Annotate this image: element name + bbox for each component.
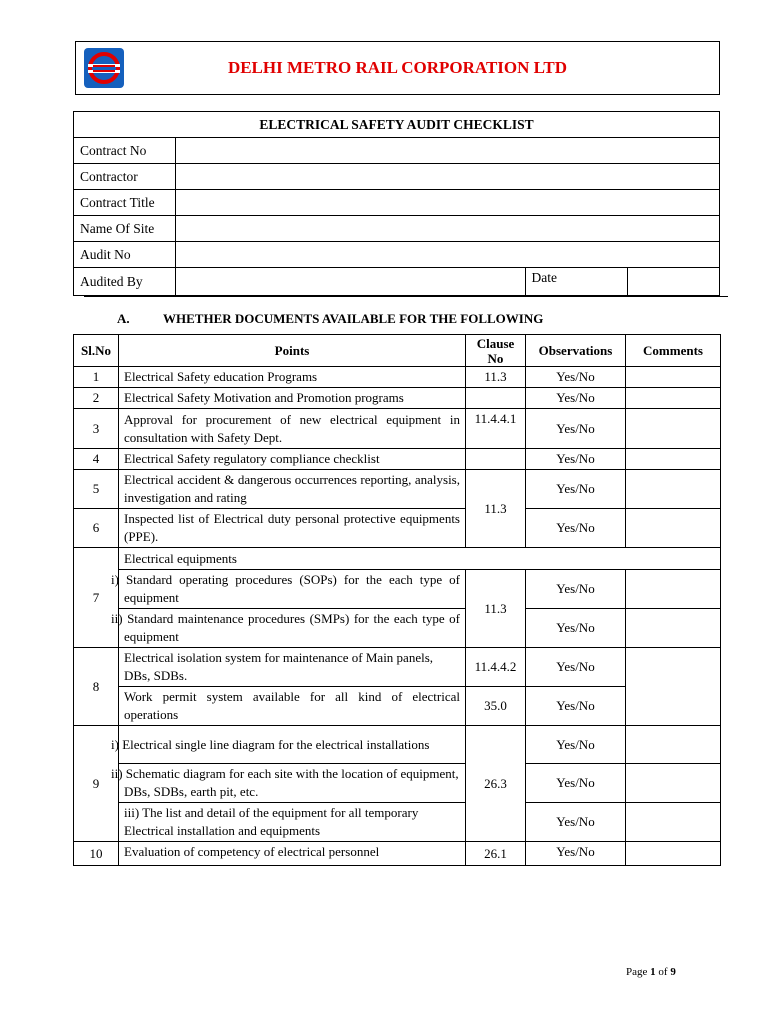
row-comment-cell[interactable] bbox=[626, 842, 721, 866]
row-point: iii) The list and detail of the equipment for all temporary Electrical installation and equipments bbox=[119, 803, 466, 842]
row-observation[interactable]: Yes/No bbox=[526, 367, 626, 388]
row-clause: 11.4.4.2 bbox=[466, 648, 526, 687]
audited-by-label: Audited By bbox=[74, 268, 175, 296]
row-observation[interactable]: Yes/No bbox=[526, 648, 626, 687]
table-row bbox=[74, 609, 721, 648]
page-number: 1 bbox=[650, 966, 656, 978]
row-point: Approval for procurement of new electrical equipment in consultation with Safety Dept. bbox=[119, 409, 466, 449]
col-header-clause: Clause No bbox=[466, 335, 526, 367]
site-name-field[interactable] bbox=[175, 216, 719, 242]
contractor-label: Contractor bbox=[74, 164, 175, 190]
row-comment-cell[interactable] bbox=[626, 609, 721, 648]
row-observation[interactable]: Yes/No bbox=[526, 609, 626, 648]
table-row bbox=[74, 449, 721, 470]
row-slno: 5 bbox=[74, 470, 119, 509]
table-row bbox=[74, 842, 721, 866]
table-row bbox=[74, 470, 721, 509]
col-header-comments: Comments bbox=[626, 335, 721, 367]
row-point: Electrical Safety education Programs bbox=[119, 367, 466, 388]
checklist-table bbox=[73, 334, 721, 866]
row-observation[interactable]: Yes/No bbox=[526, 726, 626, 764]
page-total: 9 bbox=[670, 966, 676, 978]
row-observation[interactable]: Yes/No bbox=[526, 570, 626, 609]
row-clause-empty bbox=[466, 388, 526, 409]
audit-no-label: Audit No bbox=[74, 242, 175, 268]
section-title: WHETHER DOCUMENTS AVAILABLE FOR THE FOLLOWING bbox=[163, 311, 544, 326]
row-comment-cell[interactable] bbox=[626, 570, 721, 609]
site-name-label: Name Of Site bbox=[74, 216, 175, 242]
row-comment-cell[interactable] bbox=[626, 449, 721, 470]
col-header-observations: Observations bbox=[526, 335, 626, 367]
header-box bbox=[75, 41, 720, 95]
table-row bbox=[74, 409, 721, 449]
organization-title: DELHI METRO RAIL CORPORATION LTD bbox=[227, 58, 568, 77]
row-comment-cell[interactable] bbox=[626, 764, 721, 803]
col-header-points: Points bbox=[119, 335, 466, 367]
date-label: Date bbox=[525, 268, 627, 296]
row-observation[interactable]: Yes/No bbox=[526, 764, 626, 803]
section-divider bbox=[84, 296, 728, 297]
row-comment-cell[interactable] bbox=[626, 367, 721, 388]
row-clause-empty bbox=[466, 449, 526, 470]
row-comment-cell[interactable] bbox=[626, 409, 721, 449]
col-header-slno: Sl.No bbox=[74, 335, 119, 367]
row-point: i) Electrical single line diagram for the electrical installations bbox=[119, 726, 466, 764]
table-row bbox=[74, 687, 721, 726]
row-comment-cell[interactable] bbox=[626, 803, 721, 842]
row-point: Electrical Safety regulatory compliance checklist bbox=[119, 449, 466, 470]
row-clause: 35.0 bbox=[466, 687, 526, 726]
row-point: ii) Standard maintenance procedures (SMPs) for the each type of equipment bbox=[119, 609, 466, 648]
row-slno: 6 bbox=[74, 509, 119, 548]
row-observation[interactable]: Yes/No bbox=[526, 687, 626, 726]
row-point: Evaluation of competency of electrical personnel bbox=[119, 842, 466, 866]
row-slno: 7 bbox=[74, 548, 119, 648]
table-row bbox=[74, 570, 721, 609]
date-field[interactable] bbox=[627, 268, 719, 296]
row-slno: 1 bbox=[74, 367, 119, 388]
checklist-heading: ELECTRICAL SAFETY AUDIT CHECKLIST bbox=[74, 112, 719, 138]
audit-no-field[interactable] bbox=[175, 242, 719, 268]
section-heading bbox=[117, 311, 543, 327]
table-row bbox=[74, 367, 721, 388]
row-observation[interactable]: Yes/No bbox=[526, 842, 626, 866]
table-row bbox=[74, 803, 721, 842]
table-row bbox=[74, 764, 721, 803]
table-row bbox=[74, 648, 721, 687]
row-group-title: Electrical equipments bbox=[119, 548, 721, 570]
table-row bbox=[74, 388, 721, 409]
row-observation[interactable]: Yes/No bbox=[526, 449, 626, 470]
row-point: Work permit system available for all kind of electrical operations bbox=[119, 687, 466, 726]
page-label: Page bbox=[626, 966, 648, 978]
contract-no-label: Contract No bbox=[74, 138, 175, 164]
row-comment-cell[interactable] bbox=[626, 470, 721, 509]
contract-no-field[interactable] bbox=[175, 138, 719, 164]
table-row bbox=[74, 548, 721, 570]
row-slno: 10 bbox=[74, 842, 119, 866]
row-slno: 9 bbox=[74, 726, 119, 842]
row-point: Electrical isolation system for maintenance of Main panels, DBs, SDBs. bbox=[119, 648, 466, 687]
contract-title-field[interactable] bbox=[175, 190, 719, 216]
page-of-label: of bbox=[658, 966, 668, 978]
row-comment-cell[interactable] bbox=[626, 648, 721, 726]
row-clause: 11.3 bbox=[466, 570, 526, 648]
section-letter: A. bbox=[117, 311, 130, 326]
row-observation[interactable]: Yes/No bbox=[526, 388, 626, 409]
table-row bbox=[74, 509, 721, 548]
row-point: ii) Schematic diagram for each site with the location of equipment, DBs, SDBs, earth pit, etc. bbox=[119, 764, 466, 803]
row-clause: 11.3 bbox=[466, 470, 526, 548]
row-point: Electrical Safety Motivation and Promotion programs bbox=[119, 388, 466, 409]
row-point: Electrical accident & dangerous occurrences reporting, analysis, investigation and rating bbox=[119, 470, 466, 509]
row-slno: 3 bbox=[74, 409, 119, 449]
row-clause: 26.3 bbox=[466, 726, 526, 842]
table-row bbox=[74, 726, 721, 764]
row-observation[interactable]: Yes/No bbox=[526, 470, 626, 509]
row-point: i) Standard operating procedures (SOPs) for the each type of equipment bbox=[119, 570, 466, 609]
row-slno: 2 bbox=[74, 388, 119, 409]
row-observation[interactable]: Yes/No bbox=[526, 409, 626, 449]
row-observation[interactable]: Yes/No bbox=[526, 509, 626, 548]
row-comment-cell[interactable] bbox=[626, 388, 721, 409]
row-comment-cell[interactable] bbox=[626, 726, 721, 764]
row-point: Inspected list of Electrical duty personal protective equipments (PPE). bbox=[119, 509, 466, 548]
audited-by-field[interactable] bbox=[175, 268, 525, 296]
row-comment-cell[interactable] bbox=[626, 509, 721, 548]
row-slno: 8 bbox=[74, 648, 119, 726]
page-footer bbox=[626, 966, 676, 978]
row-clause: 26.1 bbox=[466, 842, 526, 866]
row-clause: 11.4.4.1 bbox=[466, 409, 526, 449]
contractor-field[interactable] bbox=[175, 164, 719, 190]
audit-info-table bbox=[73, 111, 720, 296]
contract-title-label: Contract Title bbox=[74, 190, 175, 216]
row-clause: 11.3 bbox=[466, 367, 526, 388]
row-slno: 4 bbox=[74, 449, 119, 470]
row-observation[interactable]: Yes/No bbox=[526, 803, 626, 842]
